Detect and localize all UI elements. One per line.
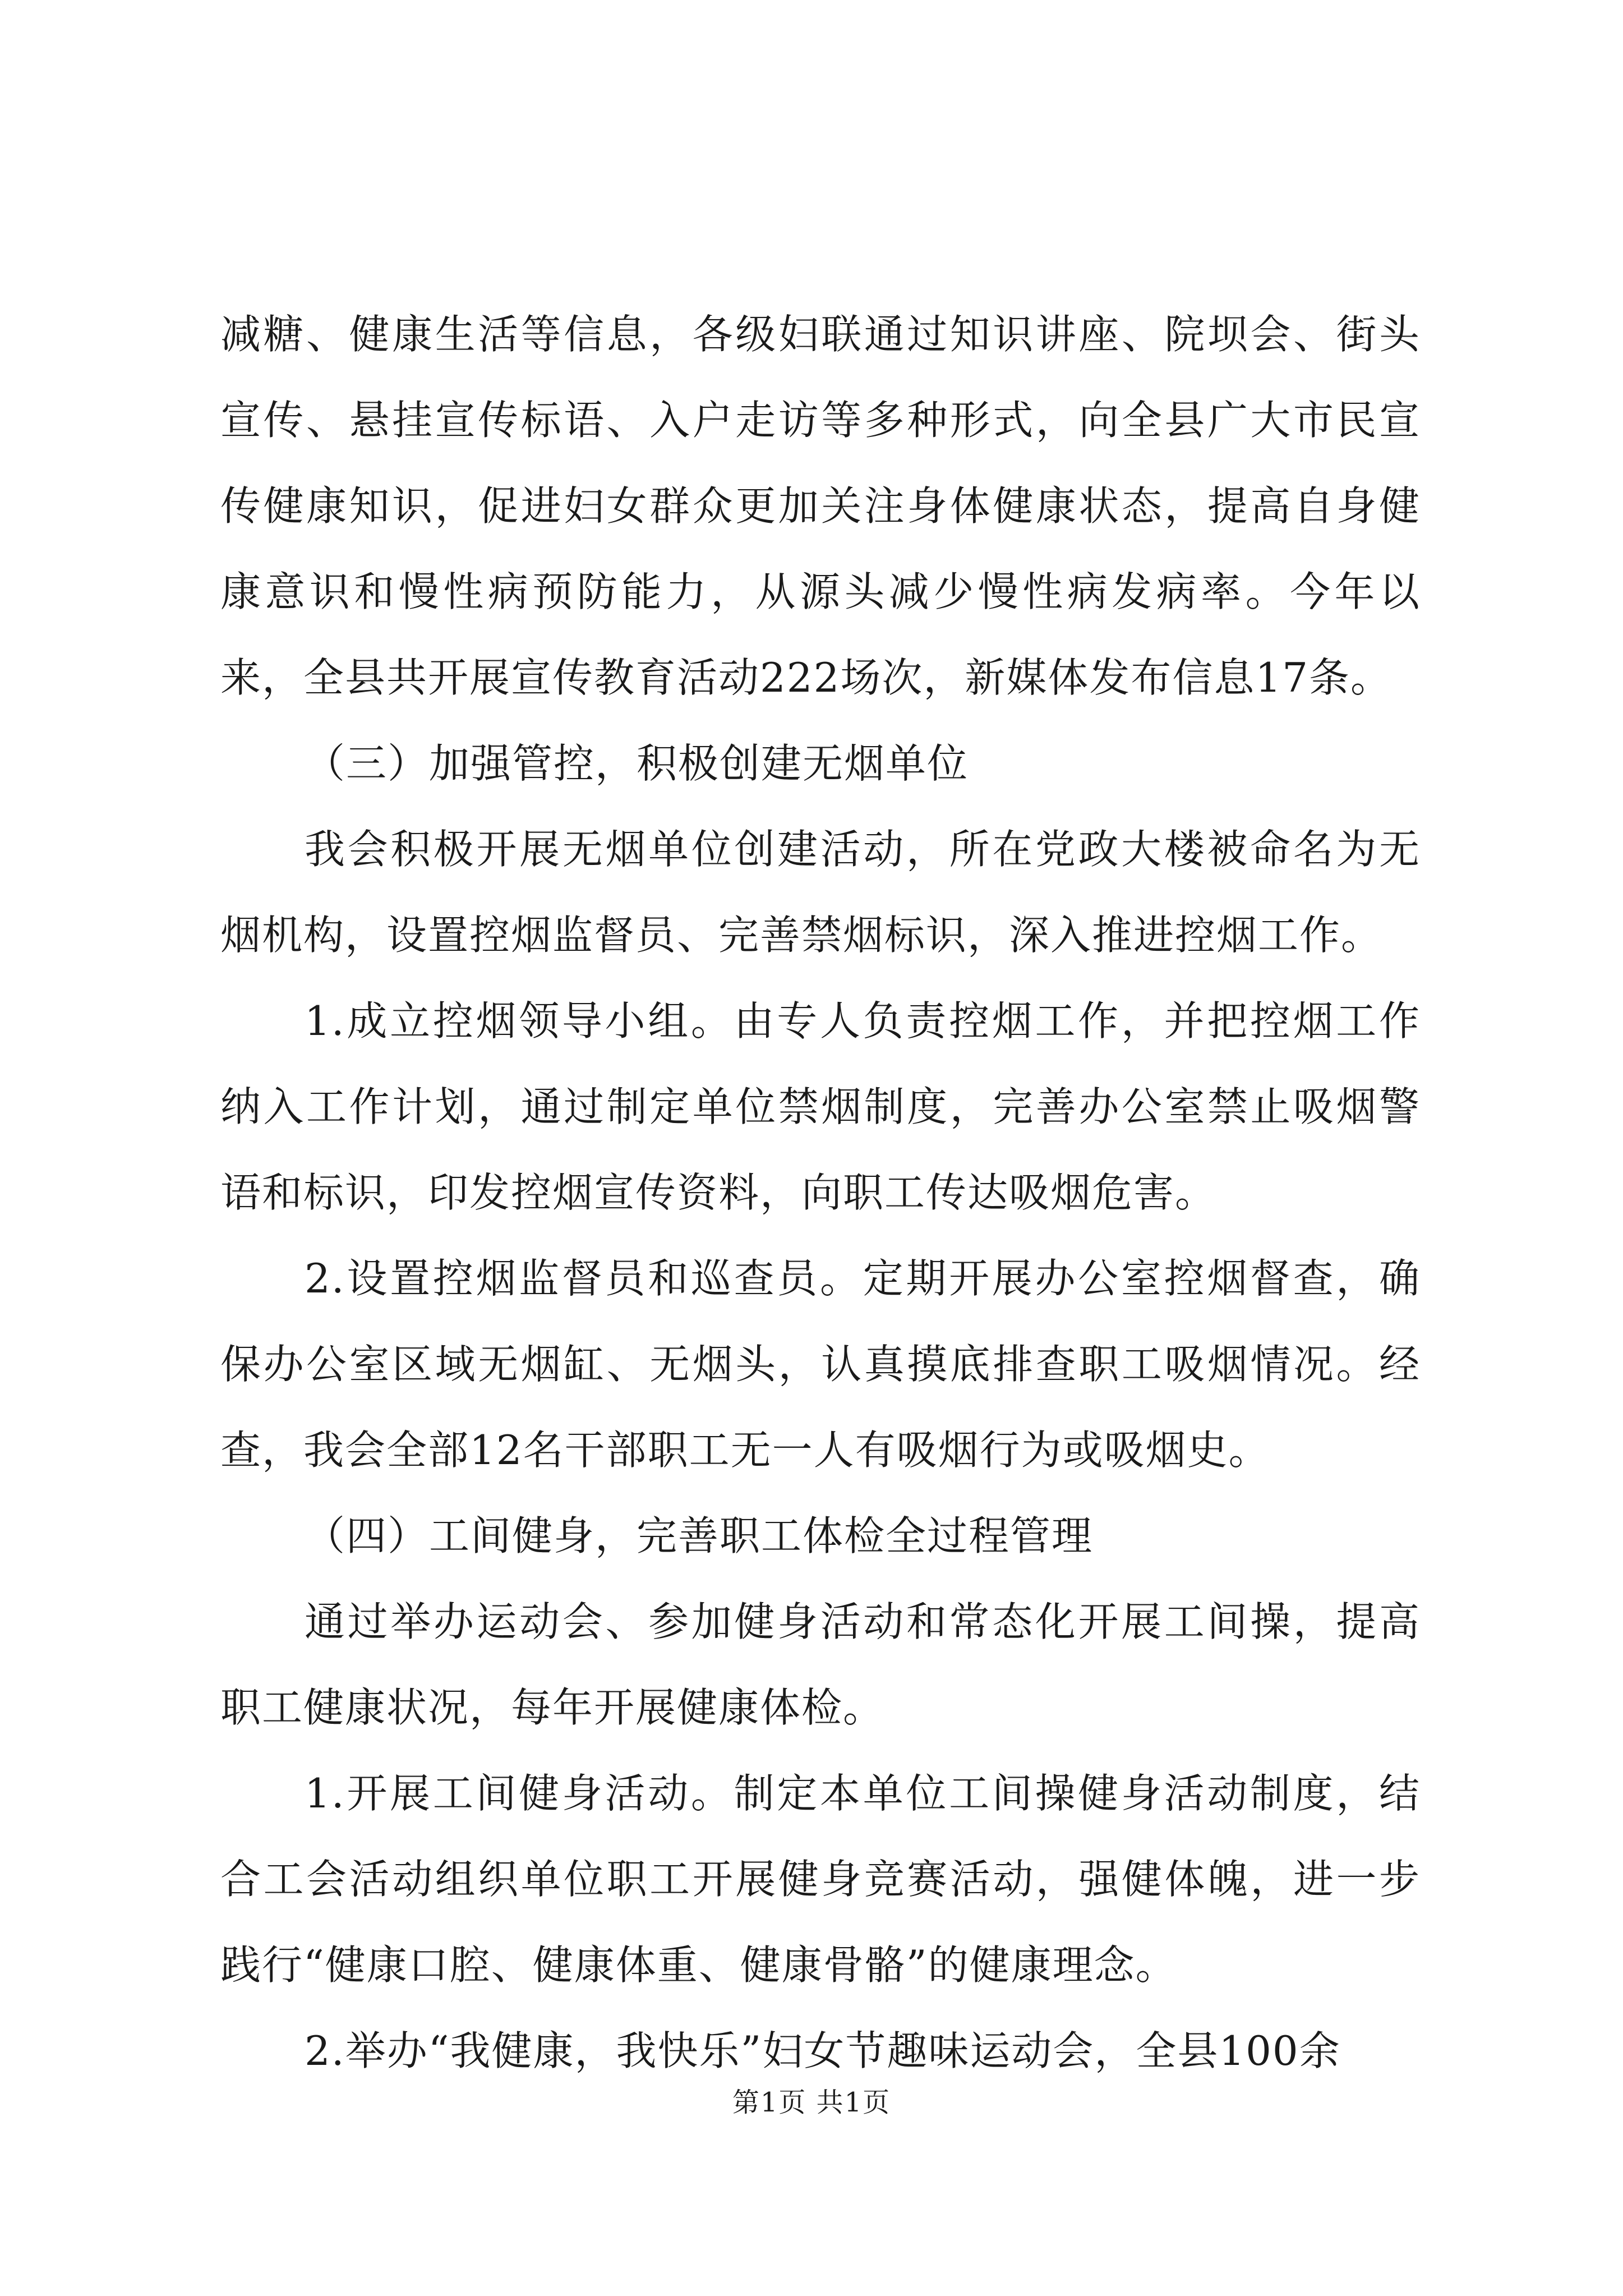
paragraph-workplace-exercise: 1.开展工间健身活动。制定本单位工间操健身活动制度，结合工会活动组织单位职工开展健身竞赛活动，强健体魄，进一步践行“健康口腔、健康体重、健康骨骼”的健康理念。 [220,1770,1421,1989]
paragraph-tobacco-control-group: 1.成立控烟领导小组。由专人负责控烟工作，并把控烟工作纳入工作计划，通过制定单位禁烟制度，完善办公室禁止吸烟警语和标识，印发控烟宣传资料，向职工传达吸烟危害。 [220,997,1421,1216]
paragraph-sports-meet: 2.举办“我健康，我快乐”妇女节趣味运动会，全县100余 [305,2027,1341,2074]
section-heading-workplace-fitness: （四）工间健身，完善职工体检全过程管理 [305,1512,1094,1559]
paragraph-smoke-free-intro: 我会积极开展无烟单位创建活动，所在党政大楼被命名为无烟机构，设置控烟监督员、完善禁烟标识，深入推进控烟工作。 [220,826,1421,959]
document-body [220,292,1421,2094]
paragraph-tobacco-supervisors: 2.设置控烟监督员和巡查员。定期开展办公室控烟督查，确保办公室区域无烟缸、无烟头，认真摸底排查职工吸烟情况。经查，我会全部12名干部职工无一人有吸烟行为或吸烟史。 [220,1255,1421,1474]
paragraph-fitness-intro: 通过举办运动会、参加健身活动和常态化开展工间操，提高职工健康状况，每年开展健康体检。 [220,1598,1421,1731]
page-footer: 第1页 共1页 [732,2087,891,2118]
paragraph-health-promotion: 减糖、健康生活等信息，各级妇联通过知识讲座、院坝会、街头宣传、悬挂宣传标语、入户走访等多种形式，向全县广大市民宣传健康知识，促进妇女群众更加关注身体健康状态，提高自身健康意识和慢性病预防能力，从源头减少慢性病发病率。今年以来，全县共开展宣传教育活动222场次，新媒体发布信息17条。 [220,311,1421,701]
section-heading-smoke-free: （三）加强管控，积极创建无烟单位 [305,740,969,787]
